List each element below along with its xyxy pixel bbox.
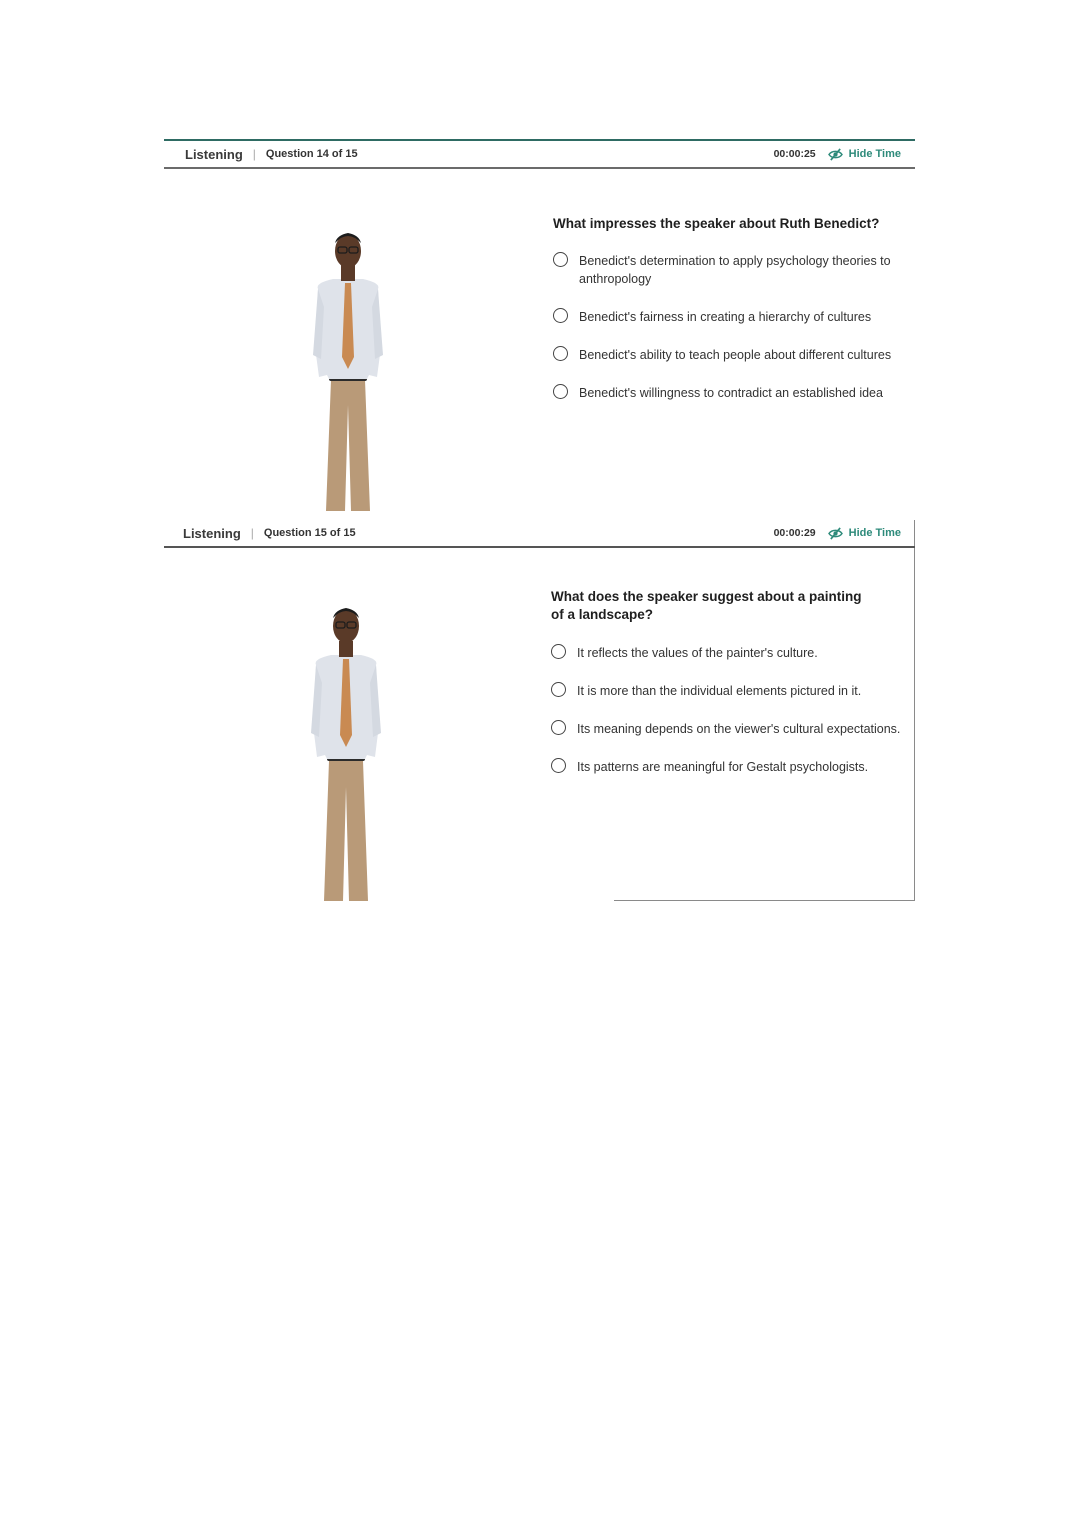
answer-option[interactable] — [551, 644, 901, 662]
question-screen-14 — [164, 139, 915, 511]
speaker-image — [293, 227, 403, 511]
hide-time-label: Hide Time — [848, 527, 901, 539]
header-separator: | — [250, 526, 254, 540]
test-header — [164, 520, 915, 548]
radio-button[interactable] — [551, 682, 566, 697]
timer: 00:00:29 — [773, 527, 816, 539]
option-text: Benedict's ability to teach people about different cultures — [579, 348, 892, 362]
radio-button[interactable] — [551, 758, 566, 773]
answer-option[interactable] — [553, 252, 903, 288]
hide-time-label: Hide Time — [848, 148, 901, 160]
panel-border — [914, 520, 915, 901]
option-text: Benedict's determination to apply psychology theories to anthropology — [579, 254, 891, 286]
option-text: Its meaning depends on the viewer's cultural expectations. — [577, 722, 901, 736]
answer-options — [551, 644, 901, 776]
section-title: Listening — [185, 146, 243, 162]
eye-slash-icon — [828, 527, 843, 540]
radio-button[interactable] — [551, 720, 566, 735]
option-text: Its patterns are meaningful for Gestalt psychologists. — [577, 760, 869, 774]
question-counter: Question 15 of 15 — [263, 527, 356, 539]
hide-time-button[interactable] — [828, 148, 901, 161]
question-text: What does the speaker suggest about a painting of a landscape? — [551, 589, 862, 622]
radio-button[interactable] — [553, 308, 568, 323]
hide-time-button[interactable] — [828, 527, 901, 540]
radio-button[interactable] — [553, 346, 568, 361]
panel-border — [614, 900, 915, 901]
answer-option[interactable] — [553, 384, 903, 402]
option-text: It reflects the values of the painter's culture. — [577, 646, 818, 660]
radio-button[interactable] — [551, 644, 566, 659]
eye-slash-icon — [828, 148, 843, 161]
test-header — [164, 141, 915, 169]
answer-options — [553, 252, 903, 402]
speaker-image — [291, 601, 401, 901]
answer-option[interactable] — [551, 720, 901, 738]
section-title: Listening — [183, 525, 241, 541]
question-text: What impresses the speaker about Ruth Benedict? — [553, 216, 880, 231]
option-text: Benedict's fairness in creating a hierarchy of cultures — [579, 310, 872, 324]
radio-button[interactable] — [553, 252, 568, 267]
question-counter: Question 14 of 15 — [265, 148, 358, 160]
header-separator: | — [252, 147, 256, 161]
answer-option[interactable] — [553, 308, 903, 326]
answer-option[interactable] — [553, 346, 903, 364]
radio-button[interactable] — [553, 384, 568, 399]
option-text: Benedict's willingness to contradict an established idea — [579, 386, 883, 400]
timer: 00:00:25 — [773, 148, 816, 160]
answer-option[interactable] — [551, 758, 901, 776]
question-screen-15 — [164, 520, 915, 901]
answer-option[interactable] — [551, 682, 901, 700]
option-text: It is more than the individual elements pictured in it. — [577, 684, 862, 698]
